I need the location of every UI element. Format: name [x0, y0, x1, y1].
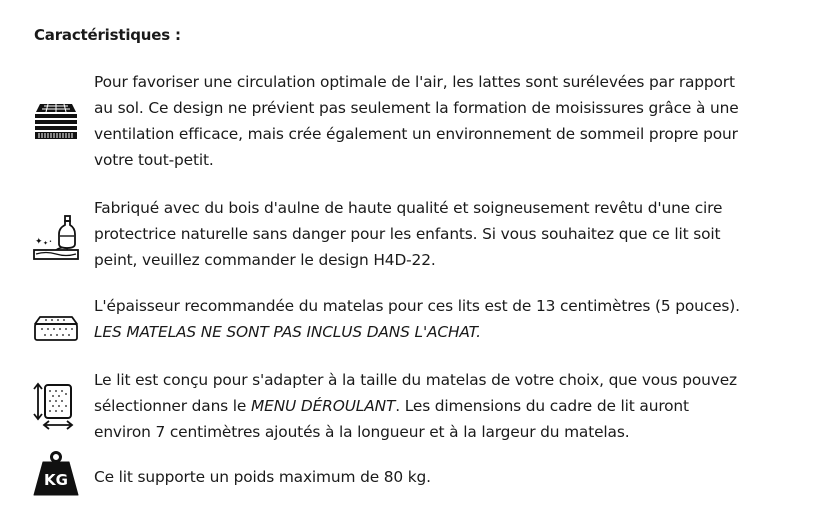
text-line: votre tout-petit.: [94, 151, 214, 169]
text-segment: sélectionner dans le: [94, 397, 251, 415]
text-line: Le lit est conçu pour s'adapter à la taille du matelas de votre choix, que vous pouvez: [94, 371, 737, 389]
text-line: au sol. Ce design ne prévient pas seulement la formation de moisissures grâce à une: [94, 99, 739, 117]
text-segment: . Les dimensions du cadre de lit auront: [395, 397, 689, 415]
svg-text:✦: ✦: [43, 240, 49, 247]
text-line: protectrice naturelle sans danger pour les enfants. Si vous souhaitez que ce lit soit: [94, 225, 721, 243]
not-included-notice: LES MATELAS NE SONT PAS INCLUS DANS L'ACHAT.: [94, 323, 481, 341]
feature-text: [94, 69, 794, 173]
weight-kg-icon: [32, 451, 80, 495]
mattress-icon: [32, 314, 80, 358]
wax-coating-icon: [32, 214, 80, 258]
dropdown-menu-reference: MENU DÉROULANT: [250, 397, 396, 415]
slatted-mattress-icon: [32, 100, 80, 144]
text-line: Ce lit supporte un poids maximum de 80 kg.: [94, 468, 431, 486]
section-heading: Caractéristiques :: [34, 26, 181, 44]
feature-text: [94, 464, 794, 490]
feature-text: [94, 367, 794, 445]
text-line: ventilation efficace, mais crée également un environnement de sommeil propre pour: [94, 125, 738, 143]
feature-text: [94, 195, 794, 273]
text-line: Fabriqué avec du bois d'aulne de haute qualité et soigneusement revêtu d'une cire: [94, 199, 723, 217]
feature-text: [94, 293, 794, 345]
weight-icon-label: KG: [44, 471, 68, 489]
text-line: L'épaisseur recommandée du matelas pour ces lits est de 13 centimètres (5 pouces).: [94, 297, 740, 315]
svg-text:•: •: [49, 239, 52, 245]
text-line: [94, 393, 794, 419]
text-line: peint, veuillez commander le design H4D-22.: [94, 251, 436, 269]
mattress-dimensions-icon: [32, 382, 80, 426]
svg-text:✦: ✦: [35, 237, 43, 247]
text-line: Pour favoriser une circulation optimale de l'air, les lattes sont surélevées par rapport: [94, 73, 735, 91]
text-line: environ 7 centimètres ajoutés à la longueur et à la largeur du matelas.: [94, 423, 630, 441]
